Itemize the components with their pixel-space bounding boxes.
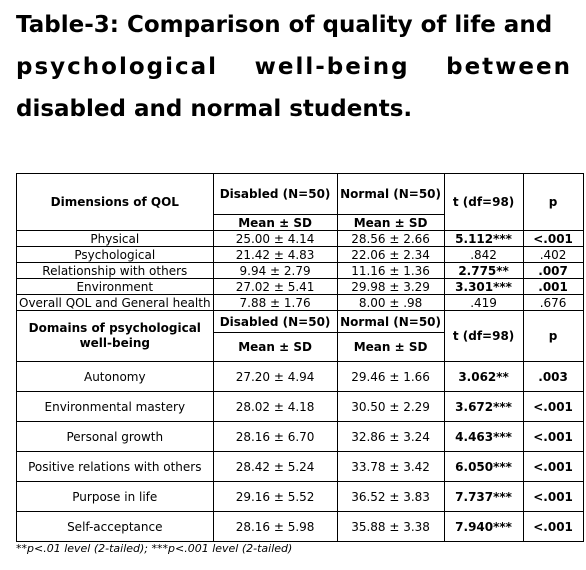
t-value: 4.463*** [444,422,523,452]
table-row [17,512,584,542]
table-row [17,295,584,311]
disabled-value: 28.02 ± 4.18 [213,392,337,422]
t-header: t (df=98) [444,174,523,231]
table-row [17,247,584,263]
row-label: Physical [17,231,214,247]
table-title [16,4,572,130]
pwb-header-row [17,311,584,333]
table-row [17,231,584,247]
p-header: p [523,174,583,231]
mean-sd-header: Mean ± SD [337,333,444,362]
footnote: **p<.01 level (2-tailed); ***p<.001 level (2-tailed) [16,542,293,555]
mean-sd-header: Mean ± SD [213,215,337,231]
normal-header: Normal (N=50) [337,311,444,333]
table-row [17,362,584,392]
row-label: Environment [17,279,214,295]
title-line-3: disabled and normal students. [16,96,413,122]
comparison-table [16,173,584,542]
disabled-value: 29.16 ± 5.52 [213,482,337,512]
disabled-header: Disabled (N=50) [213,174,337,215]
table-row [17,279,584,295]
domain-header: Domains of psychological well-being [17,311,214,362]
p-value: <.001 [523,452,583,482]
disabled-value: 27.02 ± 5.41 [213,279,337,295]
t-value: 2.775** [444,263,523,279]
normal-value: 29.46 ± 1.66 [337,362,444,392]
table-row [17,263,584,279]
row-label: Relationship with others [17,263,214,279]
title-line-2 [16,46,572,88]
p-value: <.001 [523,512,583,542]
p-header: p [523,311,583,362]
normal-value: 35.88 ± 3.38 [337,512,444,542]
row-label: Self-acceptance [17,512,214,542]
normal-header: Normal (N=50) [337,174,444,215]
t-value: .419 [444,295,523,311]
row-label: Environmental mastery [17,392,214,422]
row-label: Personal growth [17,422,214,452]
normal-value: 11.16 ± 1.36 [337,263,444,279]
row-label: Overall QOL and General health [17,295,214,311]
mean-sd-header: Mean ± SD [337,215,444,231]
normal-value: 28.56 ± 2.66 [337,231,444,247]
t-value: 3.301*** [444,279,523,295]
normal-value: 32.86 ± 3.24 [337,422,444,452]
p-value: .003 [523,362,583,392]
p-value: <.001 [523,231,583,247]
dimension-header: Dimensions of QOL [17,174,214,231]
disabled-value: 28.16 ± 6.70 [213,422,337,452]
row-label: Autonomy [17,362,214,392]
disabled-header: Disabled (N=50) [213,311,337,333]
disabled-value: 27.20 ± 4.94 [213,362,337,392]
table-row [17,482,584,512]
normal-value: 30.50 ± 2.29 [337,392,444,422]
title-line-1: Table-3: Comparison of quality of life and [16,12,553,38]
p-value: <.001 [523,482,583,512]
t-value: 5.112*** [444,231,523,247]
p-value: <.001 [523,422,583,452]
p-value: .007 [523,263,583,279]
table-row [17,422,584,452]
t-value: 7.940*** [444,512,523,542]
normal-value: 33.78 ± 3.42 [337,452,444,482]
title-word: between [446,54,572,80]
t-header: t (df=98) [444,311,523,362]
mean-sd-header: Mean ± SD [213,333,337,362]
disabled-value: 25.00 ± 4.14 [213,231,337,247]
row-label: Psychological [17,247,214,263]
title-word: well-being [254,54,410,80]
disabled-value: 28.16 ± 5.98 [213,512,337,542]
qol-header-row [17,174,584,215]
t-value: .842 [444,247,523,263]
t-value: 7.737*** [444,482,523,512]
normal-value: 8.00 ± .98 [337,295,444,311]
t-value: 3.062** [444,362,523,392]
normal-value: 29.98 ± 3.29 [337,279,444,295]
disabled-value: 21.42 ± 4.83 [213,247,337,263]
p-value: <.001 [523,392,583,422]
disabled-value: 28.42 ± 5.24 [213,452,337,482]
disabled-value: 7.88 ± 1.76 [213,295,337,311]
p-value: .402 [523,247,583,263]
p-value: .676 [523,295,583,311]
t-value: 3.672*** [444,392,523,422]
table-row [17,452,584,482]
table-row [17,392,584,422]
normal-value: 22.06 ± 2.34 [337,247,444,263]
t-value: 6.050*** [444,452,523,482]
normal-value: 36.52 ± 3.83 [337,482,444,512]
p-value: .001 [523,279,583,295]
row-label: Positive relations with others [17,452,214,482]
title-word: psychological [16,54,219,80]
row-label: Purpose in life [17,482,214,512]
disabled-value: 9.94 ± 2.79 [213,263,337,279]
